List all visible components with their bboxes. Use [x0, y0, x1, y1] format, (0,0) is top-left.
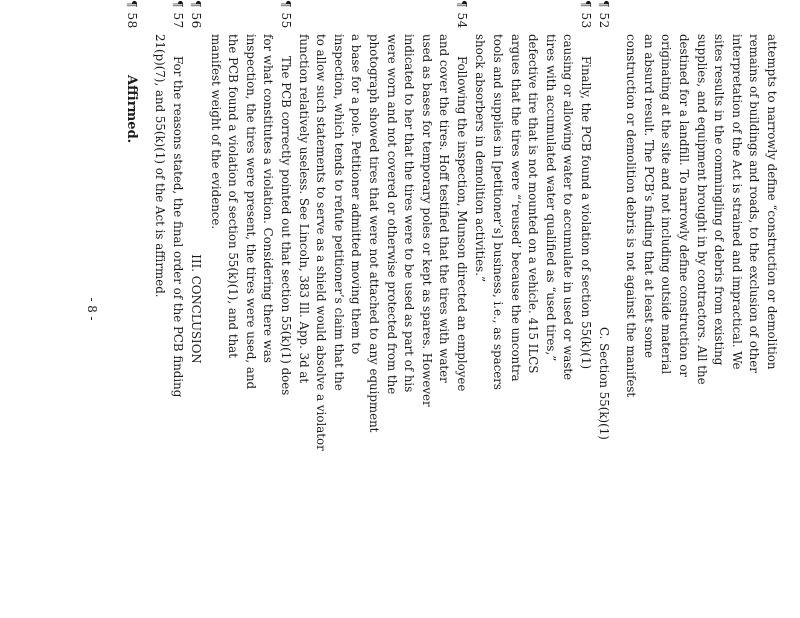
text-line: Finally, the PCB found a violation of section 55(k)(1) — [579, 56, 593, 370]
text-line: function relatively useless. See Lincoln, 383 Ill. App. 3d at — [296, 34, 311, 384]
text-line: inspection, the tires were present, the tires were used, and — [243, 34, 258, 390]
text-line: originating at the site and not including outside material — [659, 34, 674, 375]
paragraph-number-53: ¶ 53 — [579, 0, 593, 29]
text-line: argues that the tires were “‘reused’ because the uncontra — [508, 34, 523, 382]
text-line: shock absorbers in demolition activities.” — [473, 34, 488, 282]
text-line: The PCB correctly pointed out that section 55(k)(1) does — [279, 56, 293, 396]
text-line: construction or demolition debris is not against the manifest — [624, 34, 639, 398]
text-line: used as bases for temporary poles or kept as spares. However — [419, 34, 434, 407]
text-line: supplies, and equipment brought in by contractors. All the — [694, 34, 709, 385]
text-line: Following the inspection, Munson directed an employee — [455, 56, 469, 392]
paragraph-number-56: ¶ 56 — [189, 0, 203, 29]
section-heading: C. Section 55(k)(1) — [597, 327, 611, 440]
text-line: causing or allowing water to accumulate in used or waste — [561, 34, 576, 381]
text-line: destined for a landfill. To narrowly define construction or — [677, 34, 692, 377]
intro-paragraph — [622, 34, 780, 594]
paragraph-55 — [206, 34, 294, 594]
text-line: to allow such statements to serve as a shield would absolve a violator — [314, 34, 329, 451]
text-line: defective tire that is not mounted on a vehicle. 415 ILCS — [526, 34, 541, 374]
paragraph-number-54: ¶ 54 — [455, 0, 469, 29]
text-line: attempts to narrowly define “construction or demolition — [765, 34, 779, 370]
text-line: the PCB found a violation of section 55(k)(1), and that — [226, 34, 241, 358]
text-line: sites results in the commingling of debris from existing — [712, 34, 727, 366]
text-line: an absurd result. The PCB’s finding that at least some — [641, 34, 656, 358]
text-line: a base for a pole. Petitioner admitted moving them to — [349, 34, 364, 355]
paragraph-54 — [294, 34, 470, 594]
text-line: were worn and not covered or otherwise protected from the — [384, 34, 399, 395]
paragraph-57 — [151, 34, 186, 594]
page-number: - 8 - — [85, 297, 99, 321]
conclusion-heading: III. CONCLUSION — [189, 254, 203, 364]
text-line: and cover the tires. Hoff testified that the tires with water — [437, 34, 452, 383]
paragraph-number-55: ¶ 55 — [279, 0, 293, 29]
text-line: interpretation of the Act is strained and impractical. We — [729, 34, 744, 370]
text-line: remains of buildings and roads, to the exclusion of other — [747, 34, 762, 373]
text-line: manifest weight of the evidence. — [208, 34, 223, 230]
paragraph-number-57: ¶ 57 — [171, 0, 185, 29]
paragraph-number-52: ¶ 52 — [597, 0, 611, 29]
text-line: 21(p)(7), and 55(k)(1) of the Act is affirmed. — [153, 34, 168, 298]
text-line: photograph showed tires that were not attached to any equipment — [367, 34, 382, 433]
paragraph-53 — [471, 34, 594, 594]
text-line: for what constitutes a violation. Considering there was — [261, 34, 276, 363]
text-line: tools and supplies in [petitioner’s] business, i.e., as spacers — [491, 34, 506, 390]
affirmed-text: Affirmed. — [124, 75, 139, 144]
text-line: tires with accumulated water qualified as “used tires,” — [543, 34, 558, 362]
text-line: indicated to her that the tires were to be used as part of his — [402, 34, 417, 393]
text-line: For the reasons stated, the final order of the PCB finding — [171, 56, 185, 398]
paragraph-number-58: ¶ 58 — [125, 0, 139, 29]
text-line: inspection, which tends to refute petitioner’s claim that the — [331, 34, 346, 391]
